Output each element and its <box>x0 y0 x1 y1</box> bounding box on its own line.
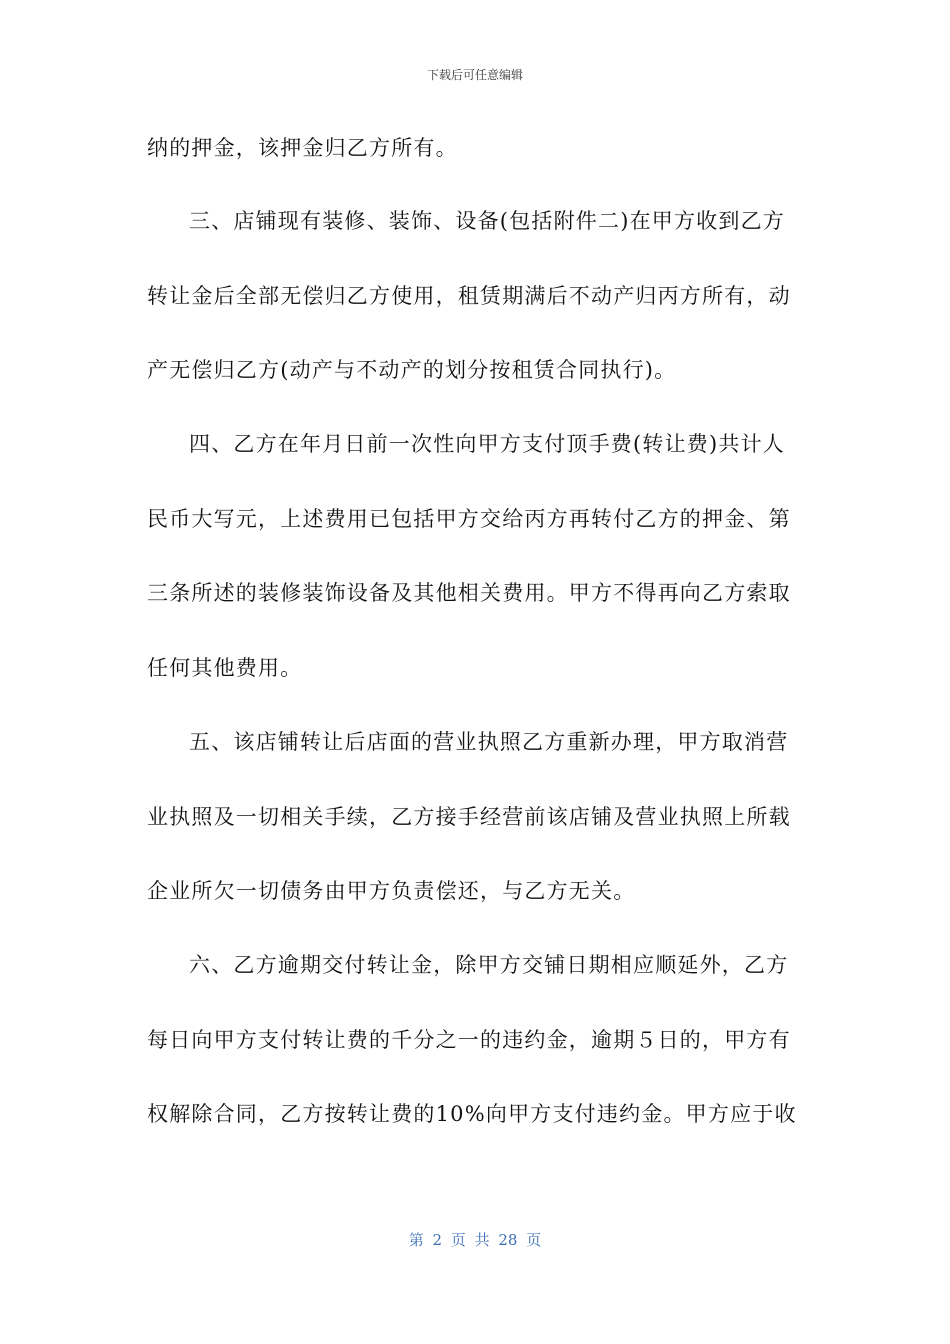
footer-total-pages: 28 <box>498 1231 518 1249</box>
body-line-4: 产无偿归乙方(动产与不动产的划分按租赁合同执行)。 <box>147 358 677 382</box>
body-line-6: 民币大写元，上述费用已包括甲方交给丙方再转付乙方的押金、第 <box>147 507 791 531</box>
footer-prefix: 第 <box>408 1231 424 1249</box>
body-line-2: 三、店铺现有装修、装饰、设备(包括附件二)在甲方收到乙方 <box>189 209 785 233</box>
body-line-11: 企业所欠一切债务由甲方负责偿还，与乙方无关。 <box>147 879 636 903</box>
body-line-13: 每日向甲方支付转让费的千分之一的违约金，逾期５日的，甲方有 <box>147 1028 791 1052</box>
body-line-8: 任何其他费用。 <box>147 656 303 680</box>
page-header: 下载后可任意编辑 <box>426 68 523 82</box>
body-line-12: 六、乙方逾期交付转让金，除甲方交铺日期相应顺延外，乙方 <box>189 953 789 977</box>
footer-page-number: 2 <box>432 1231 443 1249</box>
footer-middle: 页 共 <box>450 1231 490 1249</box>
body-line-7: 三条所述的装修装饰设备及其他相关费用。甲方不得再向乙方索取 <box>147 581 791 605</box>
body-line-14: 权解除合同，乙方按转让费的10%向甲方支付违约金。甲方应于收 <box>147 1102 797 1126</box>
body-line-5: 四、乙方在年月日前一次性向甲方支付顶手费(转让费)共计人 <box>189 432 785 456</box>
body-line-10: 业执照及一切相关手续，乙方接手经营前该店铺及营业执照上所载 <box>147 805 791 829</box>
body-line-9: 五、该店铺转让后店面的营业执照乙方重新办理，甲方取消营 <box>189 730 789 754</box>
page-footer <box>0 1229 950 1250</box>
footer-suffix: 页 <box>526 1231 542 1249</box>
body-line-1: 纳的押金，该押金归乙方所有。 <box>147 136 458 160</box>
body-line-3: 转让金后全部无偿归乙方使用，租赁期满后不动产归丙方所有，动 <box>147 284 791 308</box>
